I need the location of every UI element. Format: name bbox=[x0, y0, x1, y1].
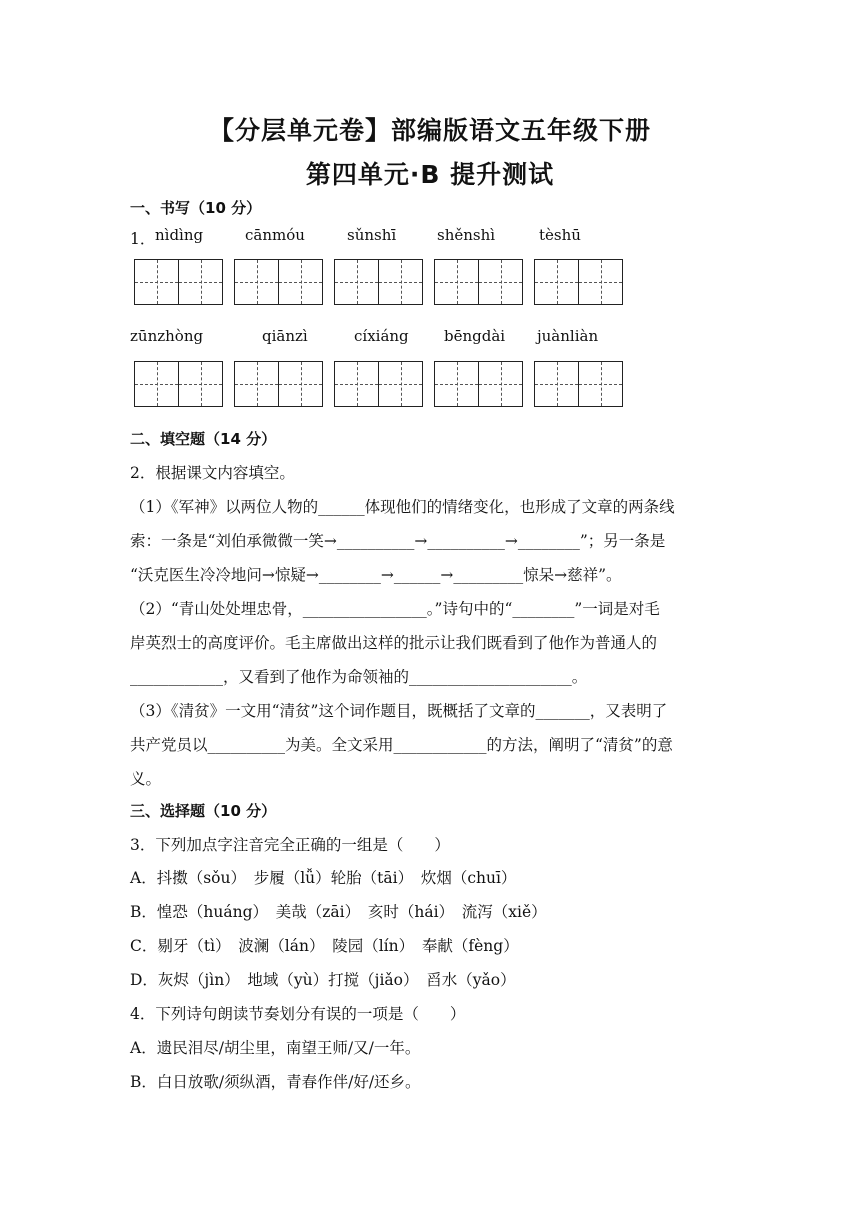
writing-grid[interactable] bbox=[234, 361, 323, 407]
section1-heading: 一、书写（10 分） bbox=[130, 199, 262, 217]
q2-part3-line: （3）《清贫》一文用“清贫”这个词作题目，既概括了文章的_______，又表明了 bbox=[130, 702, 668, 720]
pinyin-word: tèshū bbox=[539, 226, 581, 244]
q3-option-b: B．惶恐（huáng） 美哉（zāi） 亥时（hái） 流泻（xiě） bbox=[130, 903, 547, 921]
pinyin-word: zūnzhòng bbox=[130, 327, 204, 345]
pinyin-word: sǔnshī bbox=[347, 226, 397, 244]
q2-prompt: 2．根据课文内容填空。 bbox=[130, 464, 295, 482]
writing-grid[interactable] bbox=[534, 259, 623, 305]
q2-part1-line: “沃克医生冷冷地问→惊疑→________→______→_________惊呆→慈祥”。 bbox=[130, 566, 622, 584]
section3-heading: 三、选择题（10 分） bbox=[130, 802, 277, 820]
pinyin-word: shěnshì bbox=[437, 226, 496, 244]
q2-part3-line: 共产党员以__________为美。全文采用____________的方法，阐明了“清贫”的意 bbox=[130, 736, 673, 754]
q2-part1-line: （1）《军神》以两位人物的______体现他们的情绪变化，也形成了文章的两条线 bbox=[130, 498, 675, 516]
q2-part2-line: 岸英烈士的高度评价。毛主席做出这样的批示让我们既看到了他作为普通人的 bbox=[130, 634, 658, 652]
section2-heading: 二、填空题（14 分） bbox=[130, 430, 277, 448]
q3-option-d: D．灰烬（jìn） 地域（yù）打搅（jiǎo） 舀水（yǎo） bbox=[130, 971, 516, 989]
writing-grid[interactable] bbox=[234, 259, 323, 305]
q2-part1-line: 索：一条是“刘伯承微微一笑→__________→__________→________”；另一条是 bbox=[130, 532, 666, 550]
pinyin-word: qiānzì bbox=[262, 327, 308, 345]
writing-grid[interactable] bbox=[534, 361, 623, 407]
q3-prompt: 3．下列加点字注音完全正确的一组是（ ） bbox=[130, 836, 450, 854]
pinyin-word: nìdìng bbox=[155, 226, 204, 244]
q2-part2-line: ____________，又看到了他作为命领袖的_____________________。 bbox=[130, 668, 588, 686]
q1-number: 1． bbox=[130, 230, 156, 248]
q4-option-a: A．遗民泪尽/胡尘里，南望王师/又/一年。 bbox=[130, 1039, 421, 1057]
writing-grid[interactable] bbox=[434, 361, 523, 407]
writing-grid[interactable] bbox=[334, 259, 423, 305]
q3-option-a: A．抖擞（sǒu） 步履（lǚ）轮胎（tāi） 炊烟（chuī） bbox=[130, 869, 517, 887]
pinyin-word: cānmóu bbox=[245, 226, 305, 244]
q4-prompt: 4．下列诗句朗读节奏划分有误的一项是（ ） bbox=[130, 1005, 466, 1023]
q3-option-c: C．剔牙（tì） 波澜（lán） 陵园（lín） 奉献（fèng） bbox=[130, 937, 519, 955]
writing-grid[interactable] bbox=[334, 361, 423, 407]
q4-option-b: B．白日放歌/须纵酒，青春作伴/好/还乡。 bbox=[130, 1073, 421, 1091]
writing-grid[interactable] bbox=[134, 361, 223, 407]
q2-part3-line: 义。 bbox=[130, 770, 162, 788]
writing-grid[interactable] bbox=[434, 259, 523, 305]
exam-title: 【分层单元卷】部编版语文五年级下册 bbox=[208, 116, 651, 145]
pinyin-word: juànliàn bbox=[537, 327, 599, 345]
writing-grid[interactable] bbox=[134, 259, 223, 305]
exam-subtitle: 第四单元·B 提升测试 bbox=[305, 160, 555, 189]
pinyin-word: bēngdài bbox=[444, 327, 506, 345]
pinyin-word: cíxiáng bbox=[354, 327, 409, 345]
q2-part2-line: （2）“青山处处埋忠骨，________________。”诗句中的“________”一词是对毛 bbox=[130, 600, 660, 618]
